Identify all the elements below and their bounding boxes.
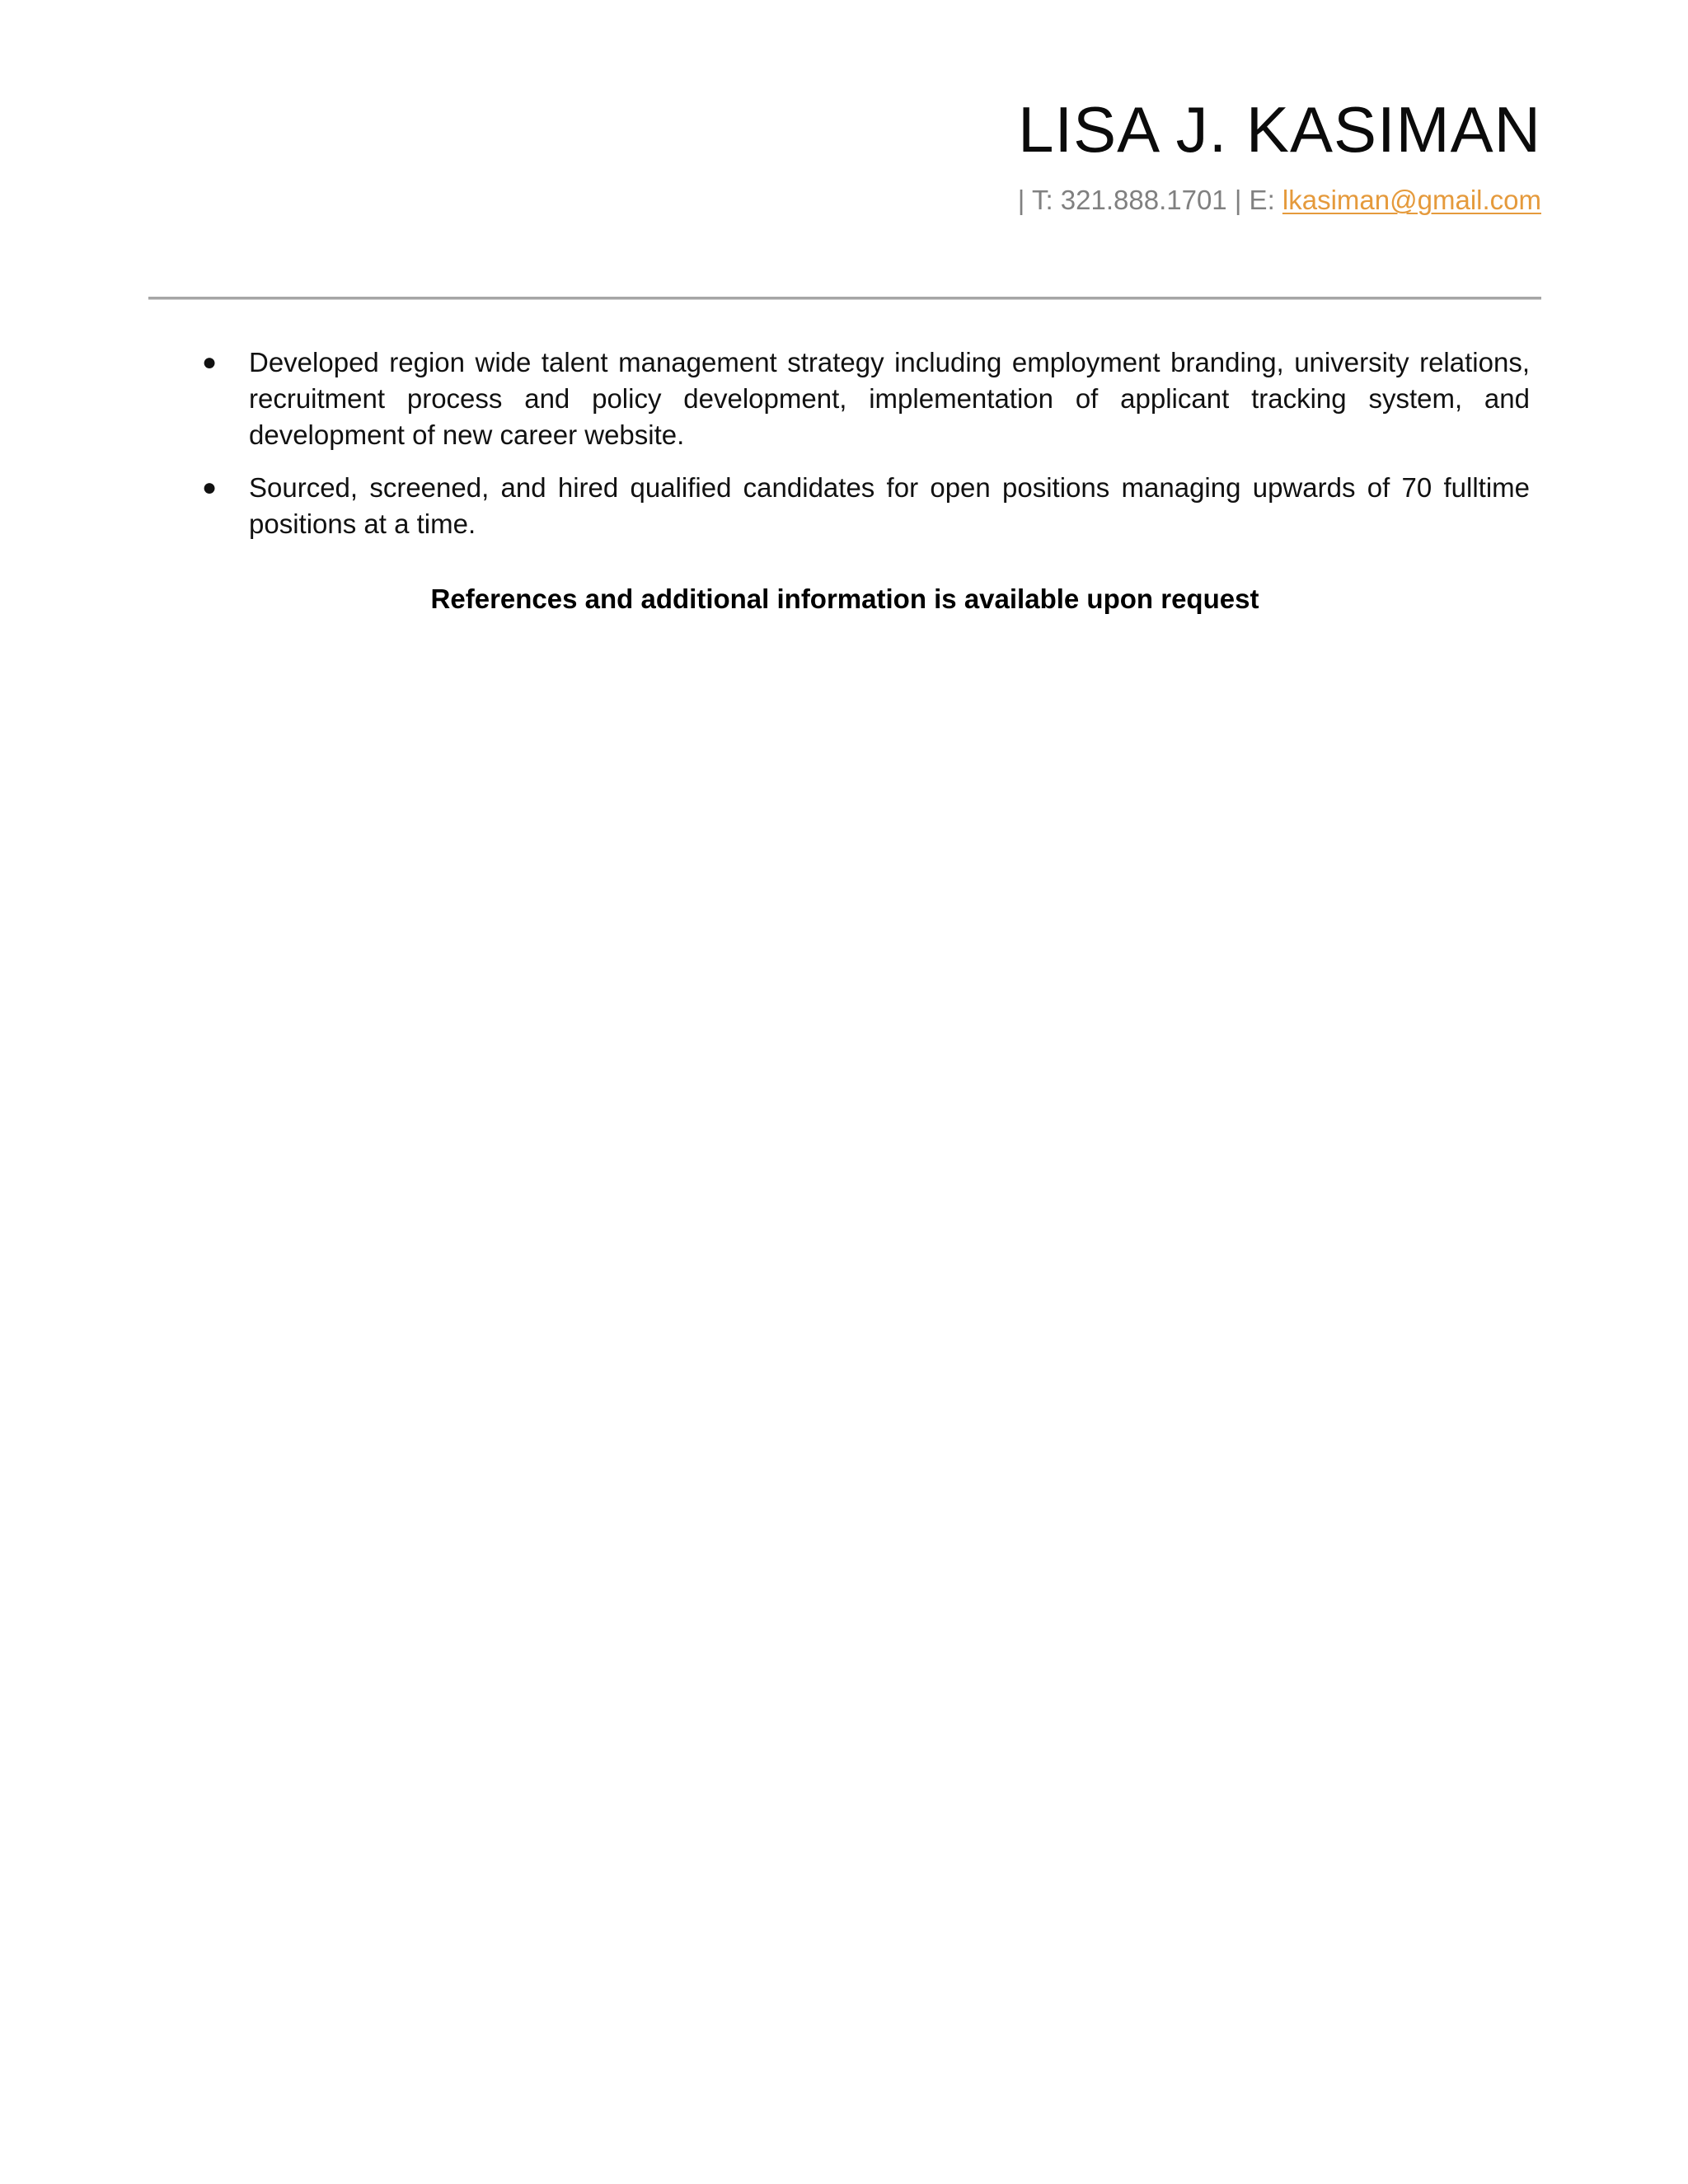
bullet-icon: ●	[201, 349, 218, 376]
list-item	[148, 470, 1530, 542]
bullet-text: Developed region wide talent management strategy including employment branding, university relations, recruitment process and policy development, implementation of applicant tracking system, and development of new career website.	[249, 347, 1530, 450]
candidate-name: LISA J. KASIMAN	[1018, 93, 1541, 166]
resume-header	[148, 93, 1541, 215]
bullet-text: Sourced, screened, and hired qualified candidates for open positions managing upwards of 70 fulltime positions at a time.	[249, 472, 1530, 539]
header-divider	[148, 297, 1541, 299]
contact-line	[148, 186, 1541, 213]
email-link[interactable]: lkasiman@gmail.com	[1282, 185, 1541, 215]
phone-text: | T: 321.888.1701 | E:	[1017, 185, 1282, 215]
experience-bullet-list	[148, 344, 1530, 559]
list-item	[148, 344, 1530, 453]
bullet-icon: ●	[201, 474, 218, 501]
references-note: References and additional information is available upon request	[430, 583, 1259, 614]
